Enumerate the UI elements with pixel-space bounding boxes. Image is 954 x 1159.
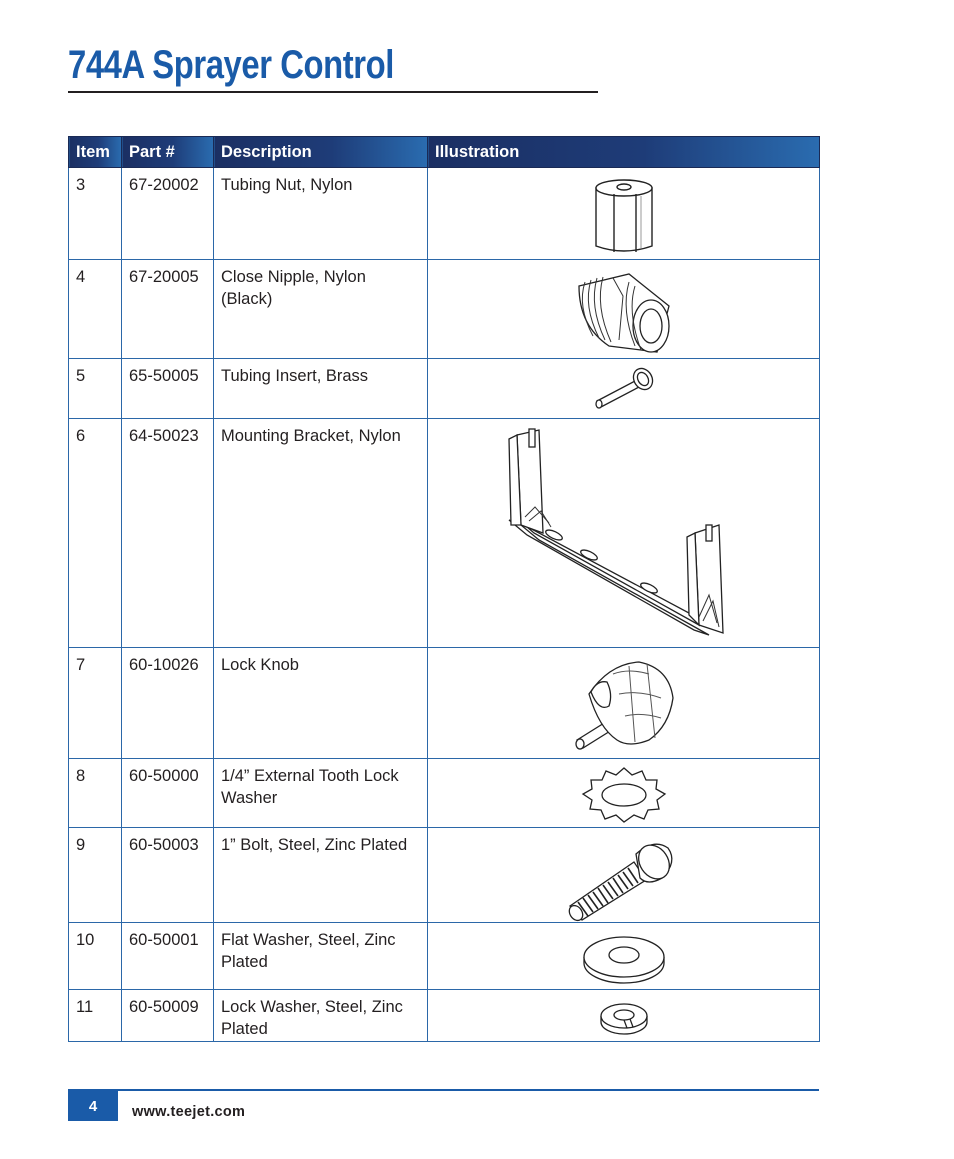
item-cell: 6	[69, 419, 122, 648]
table-row	[69, 923, 820, 990]
item-cell: 9	[69, 828, 122, 923]
footer-rule	[68, 1089, 819, 1091]
part-number-cell: 60-10026	[122, 648, 214, 759]
part-number-cell: 60-50001	[122, 923, 214, 990]
flat-washer-illustration	[580, 929, 668, 985]
table-row	[69, 759, 820, 828]
tubing-nut-illustration	[584, 174, 664, 258]
table-row	[69, 359, 820, 419]
illustration-cell	[428, 168, 820, 260]
part-number-cell: 64-50023	[122, 419, 214, 648]
table-row	[69, 168, 820, 260]
tubing-insert-illustration	[589, 365, 659, 413]
bolt-illustration	[564, 834, 684, 922]
page-number: 4	[68, 1091, 118, 1121]
table-row	[69, 990, 820, 1042]
illustration-cell	[428, 359, 820, 419]
part-number-cell: 65-50005	[122, 359, 214, 419]
mounting-bracket-illustration	[499, 425, 749, 640]
title-underline	[68, 91, 598, 93]
header-part-number: Part #	[122, 137, 214, 168]
lock-washer-illustration	[597, 996, 651, 1036]
item-cell: 8	[69, 759, 122, 828]
part-number-cell: 60-50003	[122, 828, 214, 923]
item-cell: 4	[69, 260, 122, 359]
item-cell: 10	[69, 923, 122, 990]
part-number-cell: 60-50000	[122, 759, 214, 828]
website-link[interactable]: www.teejet.com	[132, 1104, 246, 1120]
tooth-lock-washer-illustration	[578, 765, 670, 825]
lock-knob-illustration	[569, 654, 679, 754]
illustration-cell	[428, 419, 820, 648]
part-number-cell: 67-20002	[122, 168, 214, 260]
description-cell: Flat Washer, Steel, Zinc Plated	[214, 923, 428, 990]
table-row	[69, 648, 820, 759]
description-cell: 1/4” External Tooth Lock Washer	[214, 759, 428, 828]
description-cell: Mounting Bracket, Nylon	[214, 419, 428, 648]
description-cell: Close Nipple, Nylon (Black)	[214, 260, 428, 359]
header-illustration: Illustration	[428, 137, 820, 168]
header-item: Item	[69, 137, 122, 168]
illustration-cell	[428, 648, 820, 759]
item-cell: 11	[69, 990, 122, 1042]
item-cell: 5	[69, 359, 122, 419]
table-header-row	[69, 137, 820, 168]
part-number-cell: 67-20005	[122, 260, 214, 359]
header-description: Description	[214, 137, 428, 168]
description-cell: Tubing Insert, Brass	[214, 359, 428, 419]
page-title: 744A Sprayer Control	[68, 43, 394, 87]
parts-table	[68, 136, 820, 1042]
illustration-cell	[428, 828, 820, 923]
table-row	[69, 419, 820, 648]
description-cell: Tubing Nut, Nylon	[214, 168, 428, 260]
illustration-cell	[428, 990, 820, 1042]
illustration-cell	[428, 260, 820, 359]
part-number-cell: 60-50009	[122, 990, 214, 1042]
close-nipple-illustration	[569, 266, 679, 358]
description-cell: Lock Knob	[214, 648, 428, 759]
illustration-cell	[428, 759, 820, 828]
description-cell: 1” Bolt, Steel, Zinc Plated	[214, 828, 428, 923]
table-row	[69, 828, 820, 923]
table-row	[69, 260, 820, 359]
item-cell: 7	[69, 648, 122, 759]
item-cell: 3	[69, 168, 122, 260]
illustration-cell	[428, 923, 820, 990]
description-cell: Lock Washer, Steel, Zinc Plated	[214, 990, 428, 1042]
